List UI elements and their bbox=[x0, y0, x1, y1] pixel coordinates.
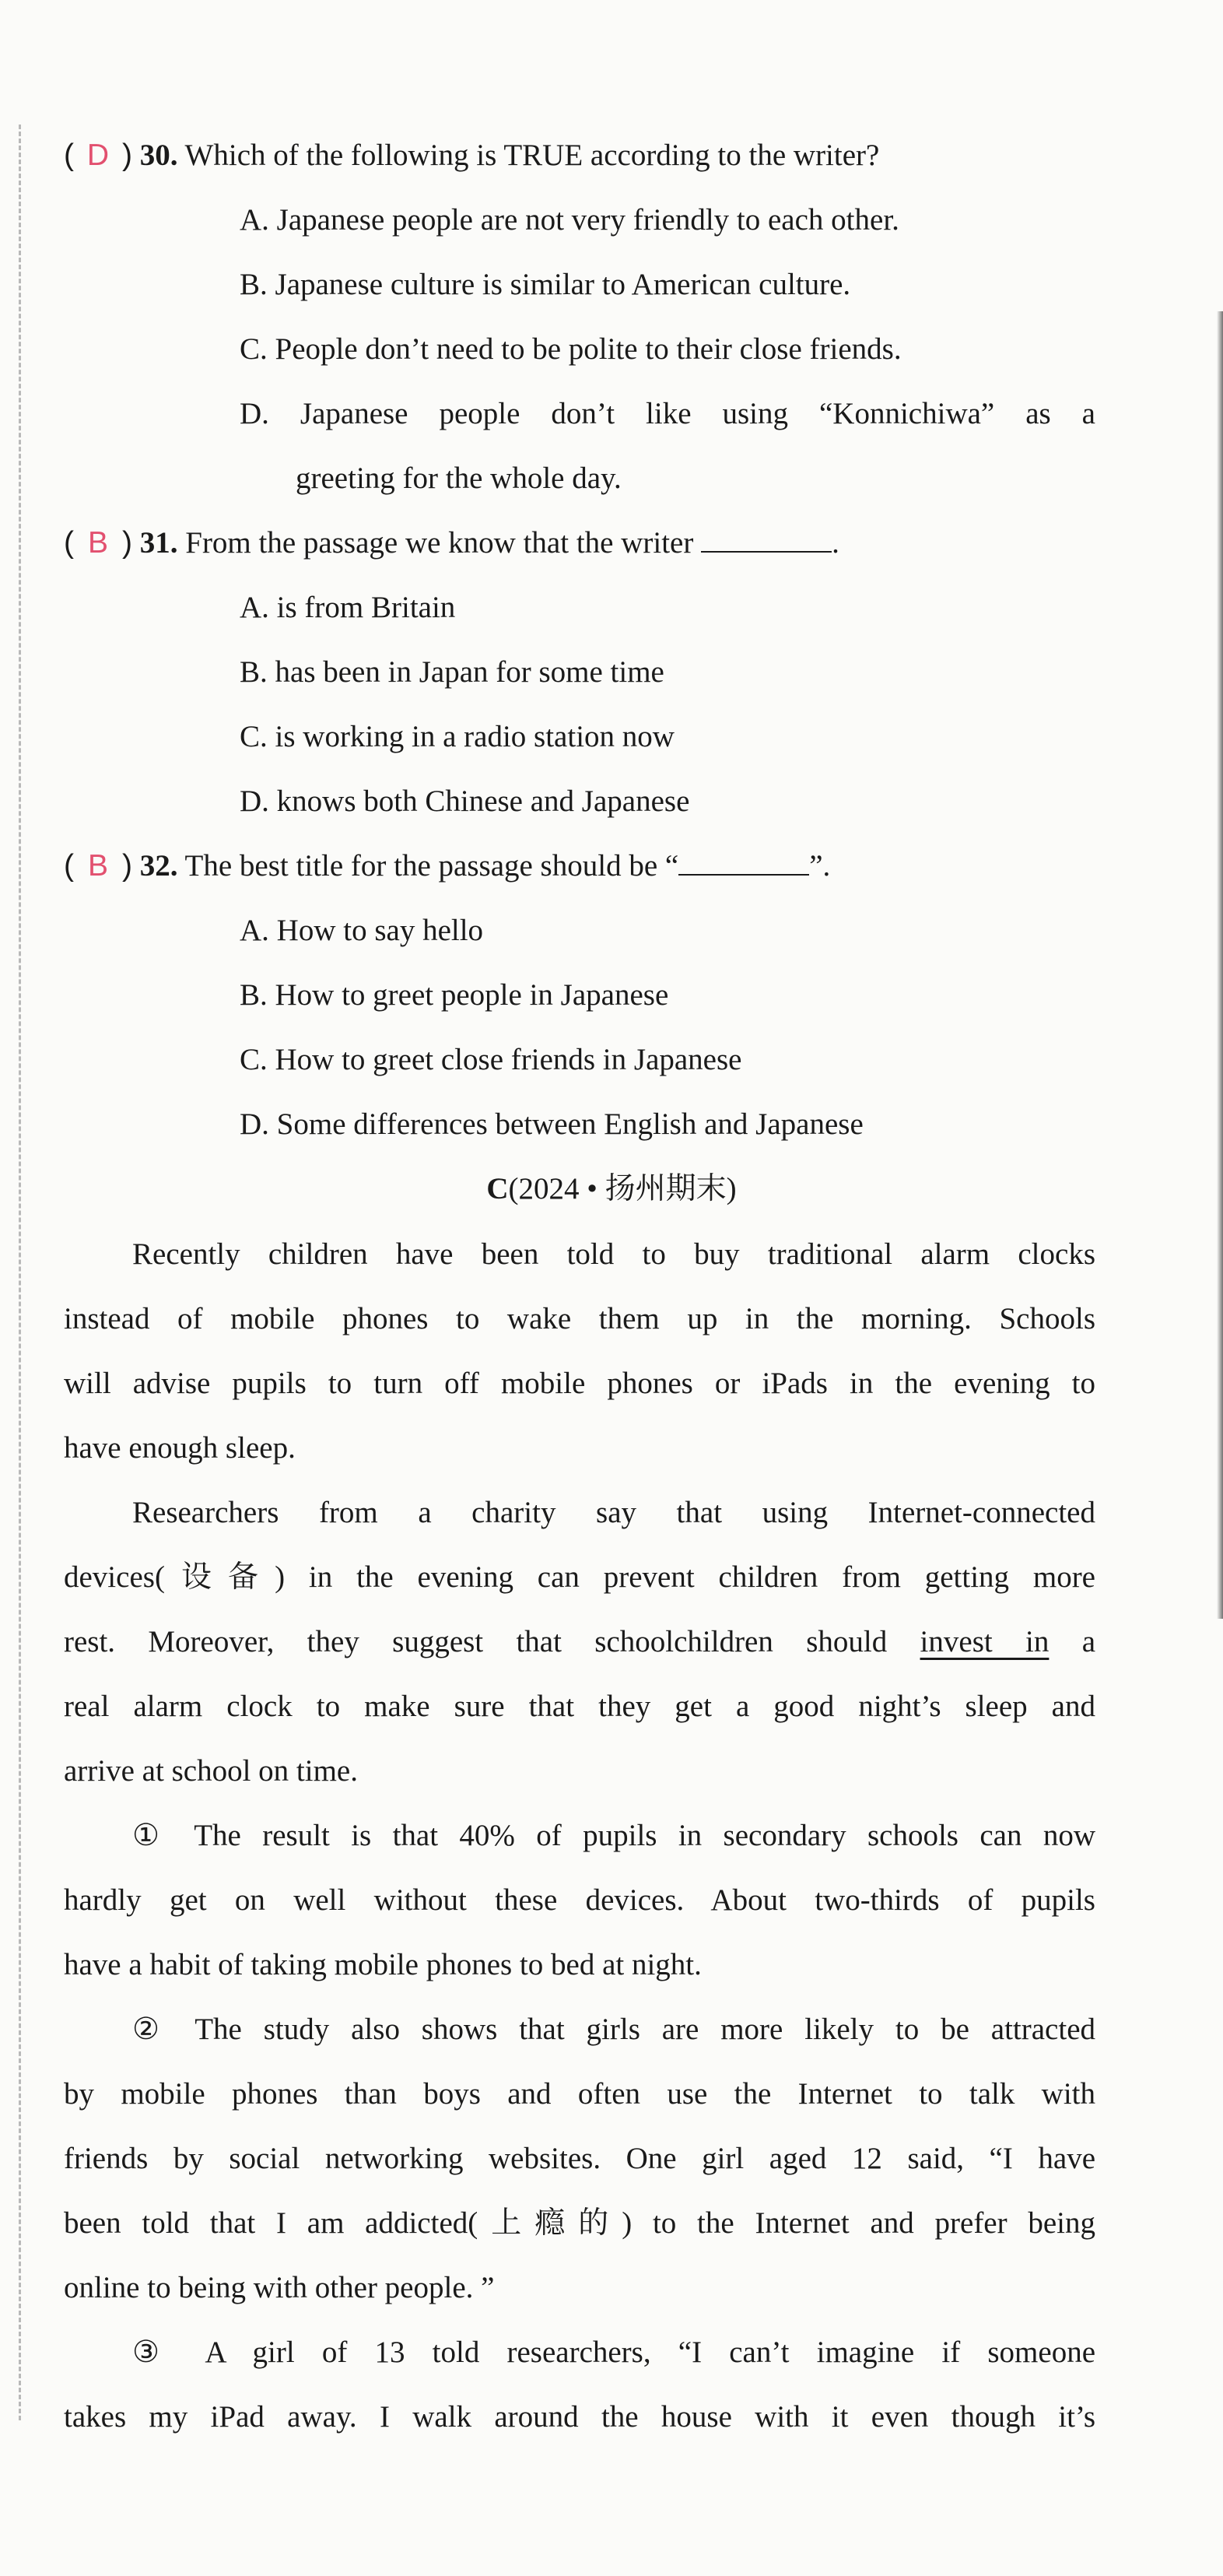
question-32-stem: ( B ) 32. The best title for the passage should be “ ”. bbox=[64, 849, 831, 883]
option-b: B. Japanese culture is similar to American culture. bbox=[240, 268, 851, 301]
passage-line: by mobile phones than boys and often use the Internet to talk with bbox=[64, 2077, 1095, 2111]
passage-line: rest. Moreover, they suggest that schoolchildren should invest in a bbox=[64, 1625, 1096, 1658]
option-d: D. knows both Chinese and Japanese bbox=[240, 784, 690, 818]
answer-blank bbox=[678, 851, 809, 876]
passage-line: friends by social networking websites. One girl aged 12 said, “I have bbox=[64, 2142, 1095, 2175]
passage-line: real alarm clock to make sure that they get a good night’s sleep and bbox=[64, 1690, 1095, 1723]
passage-line: takes my iPad away. I walk around the house with it even though it’s bbox=[64, 2400, 1095, 2434]
answer-mark: D bbox=[86, 139, 110, 172]
option-d: D. Japanese people don’t like using “Konnichiwa” as a bbox=[240, 397, 1095, 430]
passage-line: instead of mobile phones to wake them up in the morning. Schools bbox=[64, 1302, 1095, 1335]
passage-line: devices(设备) in the evening can prevent children from getting more bbox=[64, 1560, 1095, 1594]
option-d-continued: greeting for the whole day. bbox=[296, 462, 622, 495]
option-b: B. How to greet people in Japanese bbox=[240, 978, 669, 1012]
option-d: D. Some differences between English and Japanese bbox=[240, 1107, 864, 1141]
option-c: C. How to greet close friends in Japanese bbox=[240, 1043, 742, 1076]
passage-line: been told that I am addicted(上瘾的) to the Internet and prefer being bbox=[64, 2206, 1095, 2240]
option-a: A. Japanese people are not very friendly to each other. bbox=[240, 203, 899, 237]
answer-mark: B bbox=[87, 526, 108, 560]
option-a: A. is from Britain bbox=[240, 591, 456, 624]
passage-line: Recently children have been told to buy traditional alarm clocks bbox=[132, 1237, 1095, 1271]
passage-line: arrive at school on time. bbox=[64, 1754, 358, 1788]
passage-line: ② The study also shows that girls are more likely to be attracted bbox=[132, 2013, 1095, 2046]
passage-line: have a habit of taking mobile phones to bed at night. bbox=[64, 1948, 702, 1981]
passage-line: online to being with other people. ” bbox=[64, 2271, 495, 2304]
passage-line: Researchers from a charity say that using Internet-connected bbox=[132, 1496, 1095, 1529]
passage-line: hardly get on well without these devices. About two-thirds of pupils bbox=[64, 1883, 1095, 1917]
binding-margin-line bbox=[19, 125, 21, 2420]
underlined-phrase: invest in bbox=[920, 1625, 1050, 1658]
passage-line: have enough sleep. bbox=[64, 1431, 296, 1465]
answer-blank bbox=[701, 528, 832, 553]
passage-line: will advise pupils to turn off mobile phones or iPads in the evening to bbox=[64, 1367, 1095, 1400]
question-30-stem: ( D ) 30. Which of the following is TRUE according to the writer? bbox=[64, 139, 880, 172]
option-c: C. People don’t need to be polite to their close friends. bbox=[240, 332, 902, 366]
passage-line: ③ A girl of 13 told researchers, “I can’t imagine if someone bbox=[132, 2336, 1095, 2369]
option-b: B. has been in Japan for some time bbox=[240, 655, 664, 689]
option-c: C. is working in a radio station now bbox=[240, 720, 675, 753]
answer-mark: B bbox=[87, 849, 108, 883]
section-heading: C(2024 • 扬州期末) bbox=[486, 1172, 737, 1206]
passage-line: ① The result is that 40% of pupils in secondary schools can now bbox=[132, 1819, 1095, 1852]
option-a: A. How to say hello bbox=[240, 914, 484, 947]
page-edge-shadow bbox=[1217, 311, 1223, 1619]
question-31-stem: ( B ) 31. From the passage we know that the writer . bbox=[64, 526, 839, 560]
